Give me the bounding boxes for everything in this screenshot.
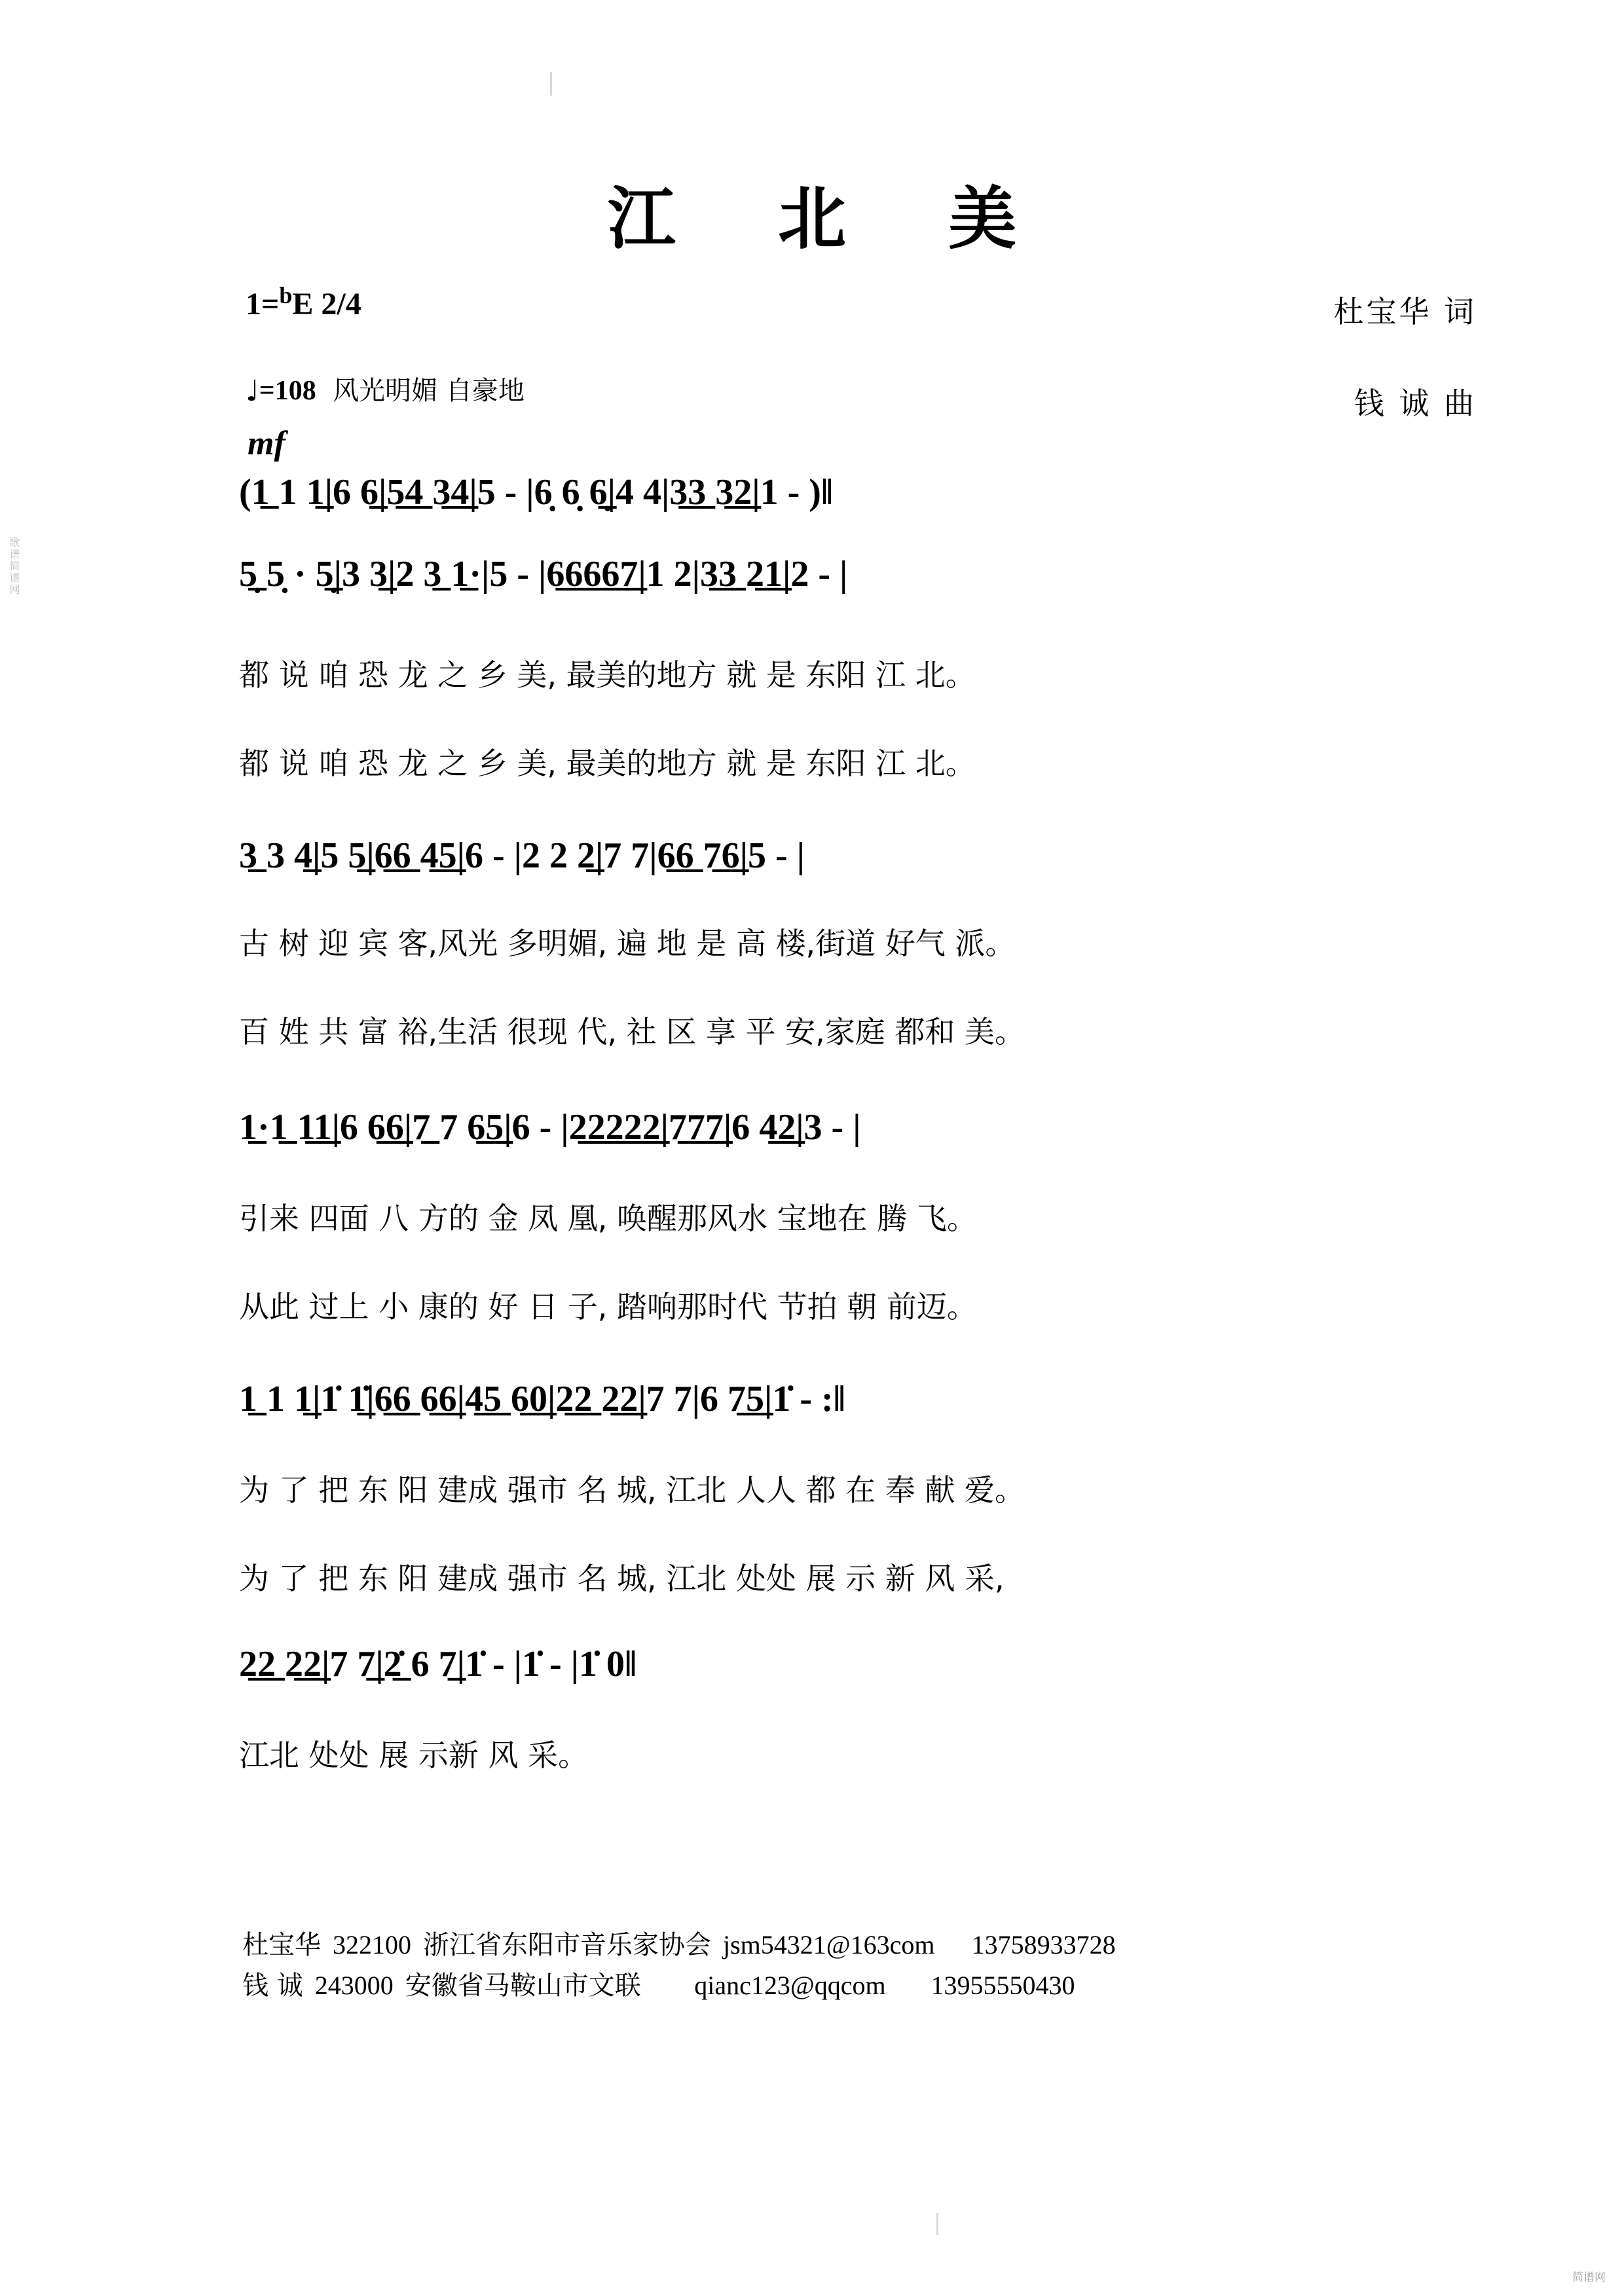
lyric-line-3-verse-1: 引来 四面 八 方的 金 凤 凰, 唤醒那风水 宝地在 腾 飞。 — [239, 1201, 977, 1236]
key-prefix: 1= — [246, 287, 280, 321]
contact-row-lyricist — [242, 1925, 1128, 1965]
contact-postcode-2: 243000 — [314, 1971, 394, 2000]
music-row-intro: (1̲ 1 1̲|6 6̲|5̲4̲ 3̲4̲|5 - |6̣ 6̣ 6̣̲|4 4|3̲3̲ 3̲2̲|1 - )‖ — [239, 472, 834, 513]
contact-email-2: qianc123@qqcom — [694, 1971, 886, 2000]
music-row-3: 1̲·1̲ 1̲1̲|6 6̲6̲|7̲ 7 6̲5̲|6 - |2̲2̲2̲2̲2̲|7̲7̲7̲|6 4̲2̲|3 - | — [239, 1107, 861, 1148]
tempo-bpm: =108 — [259, 376, 316, 406]
music-row-5: 2̲2̲ 2̲2̲|7 7̲|2̲̇ 6 7̲|1̇ - |1̇ - |1̇ 0‖ — [239, 1644, 637, 1685]
lyric-line-2-verse-2: 百 姓 共 富 裕,生活 很现 代, 社 区 享 平 安,家庭 都和 美。 — [239, 1014, 1025, 1049]
contact-email-1: jsm54321@163com — [723, 1930, 935, 1959]
lyric-line-1-verse-2: 都 说 咱 恐 龙 之 乡 美, 最美的地方 就 是 东阳 江 北。 — [239, 746, 976, 781]
lyric-line-1-verse-1: 都 说 咱 恐 龙 之 乡 美, 最美的地方 就 是 东阳 江 北。 — [239, 657, 976, 693]
dynamic-marking: mf — [248, 425, 286, 462]
music-row-2: 3̲ 3 4̲|5 5̲|6̲6̲ 4̲5̲|6 - |2 2 2̲|7 7|6̲6̲ 7̲6̲|5 - | — [239, 835, 805, 876]
contact-address-2: 安徽省马鞍山市文联 — [405, 1971, 641, 2001]
lyricist-credit: 杜宝华 词 — [1333, 294, 1477, 329]
contact-postcode-1: 322100 — [333, 1930, 411, 1959]
page-tick-top — [550, 72, 552, 96]
lyric-line-4-verse-1: 为 了 把 东 阳 建成 强市 名 城, 江北 人人 都 在 奉 献 爱。 — [239, 1472, 1025, 1508]
key-letter: E — [292, 287, 314, 321]
contact-phone-2: 13955550430 — [931, 1971, 1075, 2000]
quarter-note-icon: ♩ — [246, 374, 259, 408]
watermark-corner: 简谱网 — [1572, 2271, 1606, 2284]
flat-symbol: b — [279, 282, 293, 308]
page-title: 江 北 美 — [607, 179, 1056, 259]
contact-footer — [242, 1925, 1128, 2006]
page-tick-bottom — [936, 2213, 938, 2235]
composer-credit: 钱 诚 曲 — [1354, 386, 1477, 421]
tempo-marking — [246, 370, 525, 408]
music-row-1: 5̣̲ 5̣ · 5̣̲|3 3̲|2 3̲ 1̲·|5 - |6̲6̲6̲6̲7̲|1 2|3̲3̲ 2̲1̲|2 - | — [239, 554, 848, 594]
lyric-line-3-verse-2: 从此 过上 小 康的 好 日 子, 踏响那时代 节拍 朝 前迈。 — [239, 1289, 977, 1324]
contact-name-1: 杜宝华 — [242, 1930, 321, 1960]
contact-row-composer — [242, 1965, 1128, 2006]
contact-name-2: 钱 诚 — [242, 1971, 303, 2001]
meter: 2/4 — [321, 287, 361, 321]
contact-phone-1: 13758933728 — [971, 1930, 1116, 1959]
contact-address-1: 浙江省东阳市音乐家协会 — [423, 1930, 711, 1960]
watermark-side: 歌谱简谱网 — [8, 537, 20, 596]
lyric-line-2-verse-1: 古 树 迎 宾 客,风光 多明媚, 遍 地 是 高 楼,街道 好气 派。 — [239, 926, 1016, 961]
lyric-line-5-verse-1: 江北 处处 展 示新 风 采。 — [239, 1738, 589, 1773]
music-row-4: 1̲ 1 1̲|1̇ 1̲̇|6̲6̲ 6̲6̲|4̲5̲ 6̲0̲|2̲2̲ 2̲2̲|7 7|6 7̲5̲|1̇ - :‖ — [239, 1379, 845, 1419]
tempo-mood: 风光明媚 自豪地 — [333, 376, 525, 406]
key-signature — [246, 282, 361, 322]
lyric-line-4-verse-2: 为 了 把 东 阳 建成 强市 名 城, 江北 处处 展 示 新 风 采, — [239, 1561, 1005, 1596]
